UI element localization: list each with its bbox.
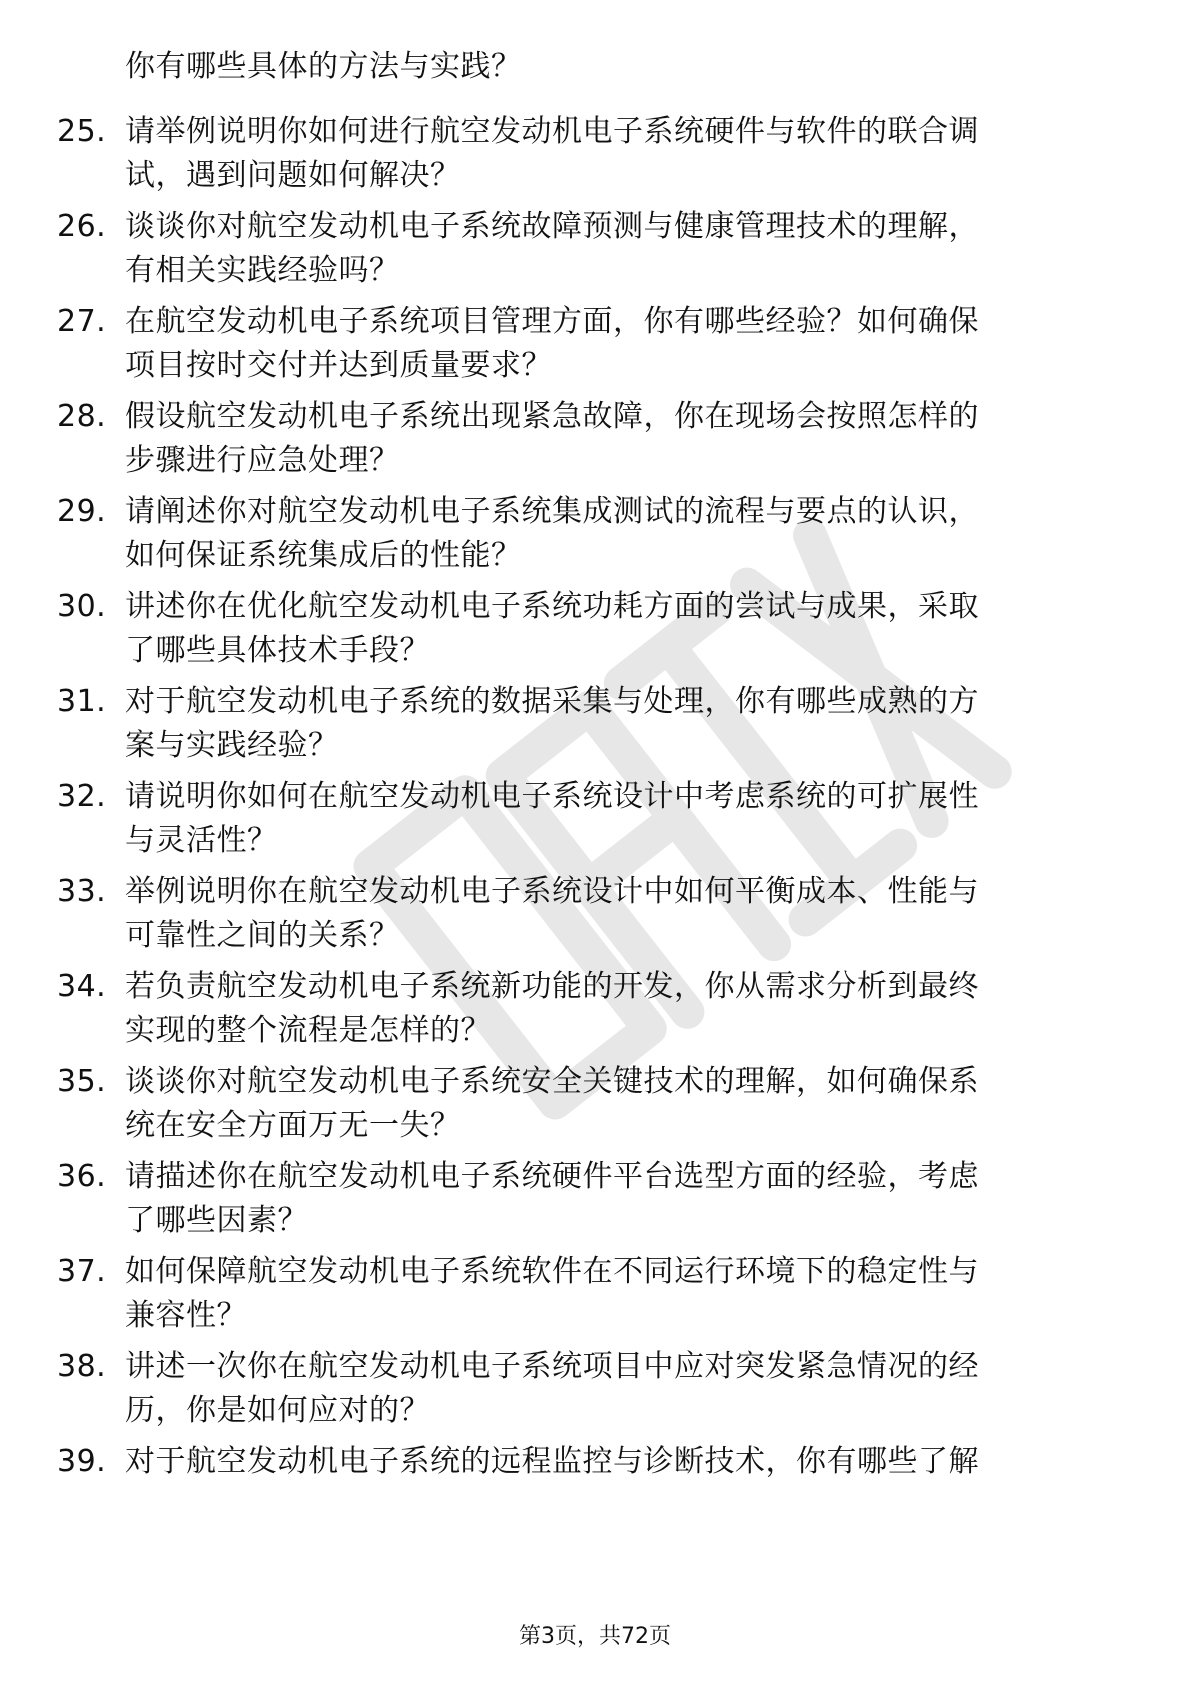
question-text-line: 谈谈你对航空发动机电子系统安全关键技术的理解，如何确保系 [125,1064,979,1099]
question-number: 27. [57,304,107,339]
question-text-line: 案与实践经验？ [125,728,339,763]
page-indicator: 第3页，共72页 [519,1624,671,1649]
question-number: 26. [57,209,107,244]
question-text-line: 步骤进行应急处理？ [125,443,400,478]
question-number: 32. [57,779,107,814]
question-text [125,300,1110,388]
question-text-line: 试，遇到问题如何解决？ [125,158,461,193]
question-text [125,395,1110,483]
question-text-line: 请描述你在航空发动机电子系统硬件平台选型方面的经验，考虑 [125,1159,979,1194]
question-number: 38. [57,1349,107,1384]
question-text-line: 有相关实践经验吗？ [125,253,400,288]
page-footer [0,1622,1190,1652]
question-text-line: 你有哪些具体的方法与实践？ [125,49,522,84]
question-number: 39. [57,1444,107,1479]
question-text [125,870,1110,958]
question-text-line: 对于航空发动机电子系统的数据采集与处理，你有哪些成熟的方 [125,684,979,719]
question-text [125,585,1110,673]
question-text-line: 请举例说明你如何进行航空发动机电子系统硬件与软件的联合调 [125,114,979,149]
question-text [125,205,1110,293]
question-text-line: 了哪些因素？ [125,1203,308,1238]
question-text-line: 对于航空发动机电子系统的远程监控与诊断技术，你有哪些了解 [125,1444,979,1479]
question-text-line: 讲述你在优化航空发动机电子系统功耗方面的尝试与成果，采取 [125,589,979,624]
question-text [125,965,1110,1053]
question-text-line: 历，你是如何应对的？ [125,1393,430,1428]
question-number: 37. [57,1254,107,1289]
question-text-line: 在航空发动机电子系统项目管理方面，你有哪些经验？如何确保 [125,304,979,339]
question-text-line: 项目按时交付并达到质量要求？ [125,348,552,383]
question-number: 31. [57,684,107,719]
question-number: 33. [57,874,107,909]
question-text-line: 如何保障航空发动机电子系统软件在不同运行环境下的稳定性与 [125,1254,979,1289]
question-text [125,45,1110,89]
question-text-line: 请阐述你对航空发动机电子系统集成测试的流程与要点的认识， [125,494,979,529]
question-number: 28. [57,399,107,434]
question-text-line: 假设航空发动机电子系统出现紧急故障，你在现场会按照怎样的 [125,399,979,434]
question-text-line: 举例说明你在航空发动机电子系统设计中如何平衡成本、性能与 [125,874,979,909]
question-number: 34. [57,969,107,1004]
question-text-line: 了哪些具体技术手段？ [125,633,430,668]
question-text [125,1345,1110,1433]
question-number: 35. [57,1064,107,1099]
question-text-line: 请说明你如何在航空发动机电子系统设计中考虑系统的可扩展性 [125,779,979,814]
question-text [125,490,1110,578]
question-number: 29. [57,494,107,529]
question-text [125,680,1110,768]
question-text [125,1250,1110,1338]
question-text-line: 与灵活性？ [125,823,278,858]
question-text-line: 如何保证系统集成后的性能？ [125,538,522,573]
question-number: 30. [57,589,107,624]
question-number: 25. [57,114,107,149]
question-text-line: 讲述一次你在航空发动机电子系统项目中应对突发紧急情况的经 [125,1349,979,1384]
question-text [125,110,1110,198]
question-text-line: 若负责航空发动机电子系统新功能的开发，你从需求分析到最终 [125,969,979,1004]
question-number: 36. [57,1159,107,1194]
question-text-line: 统在安全方面万无一失？ [125,1108,461,1143]
question-text-line: 实现的整个流程是怎样的？ [125,1013,491,1048]
question-text-line: 可靠性之间的关系？ [125,918,400,953]
question-text [125,775,1110,863]
question-text-line: 谈谈你对航空发动机电子系统故障预测与健康管理技术的理解， [125,209,979,244]
question-text [125,1440,1110,1484]
question-text [125,1155,1110,1243]
question-text-line: 兼容性？ [125,1298,247,1333]
question-text [125,1060,1110,1148]
